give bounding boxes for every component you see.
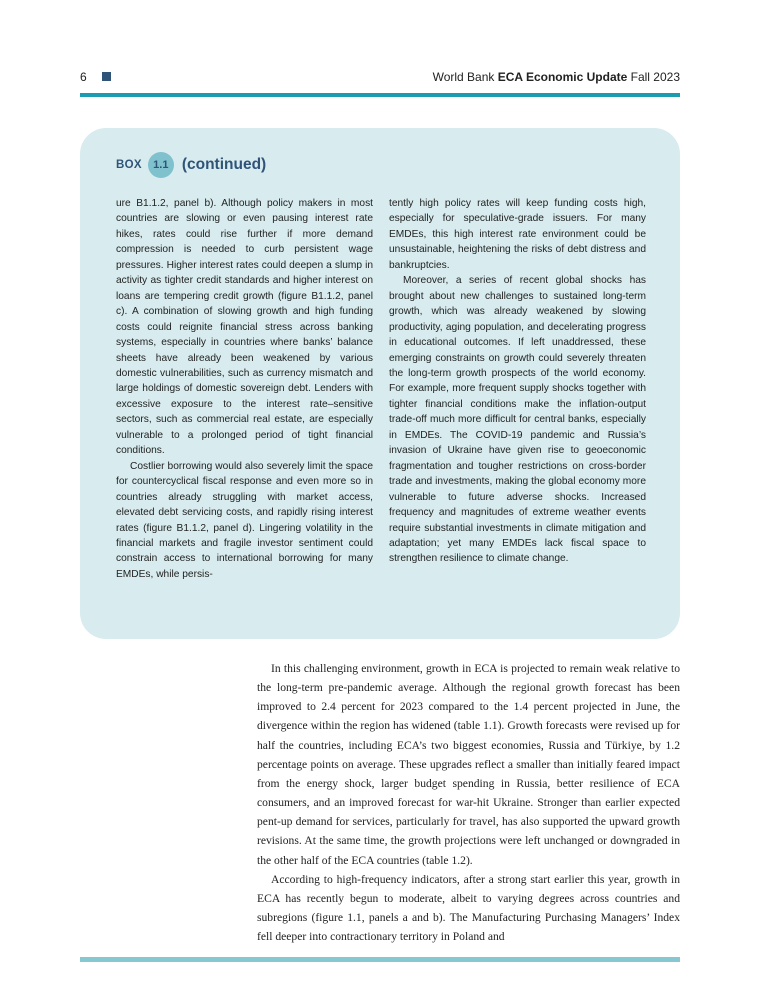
body-paragraph: In this challenging environment, growth in ECA is projected to remain weak relative to the long-term pre-pandemic average. Although the regional growth forecast has been improved to 2.4 percent for 2023 compared to the 1.4 percent projected in June, the divergence within the region has widened (table 1.1). Growth forecasts were revised up for half the countries, including ECA’s two biggest economies, Russia and Türkiye, by 1.2 percentage points on average. These upgrades reflect a smaller than initially feared impact from the energy shock, larger budget spending in Russia, better resilience of ECA consumers, and an improved forecast for war-hit Ukraine. Stronger than earlier expected pent-up demand for services, particularly for travel, has also supported the upward growth revisions. At the same time, the growth projections were left unchanged or downgraded in the other half of the ECA countries (table 1.2). [257,662,680,867]
box-paragraph: Moreover, a series of recent global shocks has brought about new challenges to sustained long-term growth, which was already weakened by slowing productivity, aging population, and decelerating progress in educational outcomes. If left unaddressed, these emerging constraints on growth could severely threaten the long-term growth prospects of the world economy. For example, more frequent supply shocks together with tighter financial conditions make the inflation-output trade-off much more difficult for central banks, especially in EMDEs. The COVID-19 pandemic and Russia’s invasion of Ukraine have given rise to geoeconomic fragmentation and tougher restrictions on cross-border trade and investments, making the global economy more vulnerable to future adverse shocks. Increased frequency and magnitudes of extreme weather events require substantial investments in climate mitigation and adaptation; yet many EMDEs lack fiscal space to strengthen resilience to climate change. [389,275,646,565]
running-head [433,70,680,84]
box-number-badge: 1.1 [148,152,174,178]
box-left-column [116,196,373,582]
box-heading [116,152,266,178]
box-label: BOX [116,159,142,171]
running-head-suffix: Fall 2023 [627,70,680,84]
box-paragraph: Costlier borrowing would also severely limit the space for countercyclical fiscal response and even more so in countries already struggling with market access, elevated debt servicing costs, and rapidly rising interest rates (figure B1.1.2, panel d). Lingering volatility in the financial markets and fragile investor sentiment could constrain access to international borrowing for many EMDEs, while persis- [116,460,373,580]
box-continued-title: (continued) [181,156,267,173]
footer-rule [80,957,680,962]
running-head-prefix: World Bank [432,70,498,84]
box-right-column [389,196,646,567]
main-body-text [257,659,680,946]
box-paragraph: tently high policy rates will keep funding costs high, especially for speculative-grade issuers. For many EMDEs, this high interest rate environment could be unsustainable, heightening the risks of debt distress and bankruptcies. [389,198,646,271]
page-number: 6 [80,70,87,84]
header-rule [80,93,680,97]
body-paragraph: According to high-frequency indicators, after a strong start earlier this year, growth in ECA has recently begun to moderate, albeit to varying degrees across countries and subregions (figure 1.1, panels a and b). The Manufacturing Purchasing Managers’ Index fell deeper into contractionary territory in Poland and [257,872,680,944]
page-marker-square-icon [102,72,111,81]
running-head-title: ECA Economic Update [497,70,628,84]
page-header [80,70,680,90]
box-panel [80,128,680,639]
box-paragraph: ure B1.1.2, panel b). Although policy makers in most countries are slowing or even pausing interest rate hikes, rates could rise further if more demand compression is needed to curb persistent wage pressures. Higher interest rates could deepen a slump in activity as tighter credit standards and higher interest on loans are tempering credit growth (figure B1.1.2, panel c). A combination of slowing growth and high funding costs could reignite financial stress across banking systems, especially in countries where banks’ balance sheets have already been weakened by various domestic vulnerabilities, such as currency mismatch and large holdings of domestic sovereign debt. Lenders with excessive exposure to the interest rate–sensitive sectors, such as commercial real estate, are especially vulnerable to a prolonged period of tight financial conditions. [116,198,373,457]
